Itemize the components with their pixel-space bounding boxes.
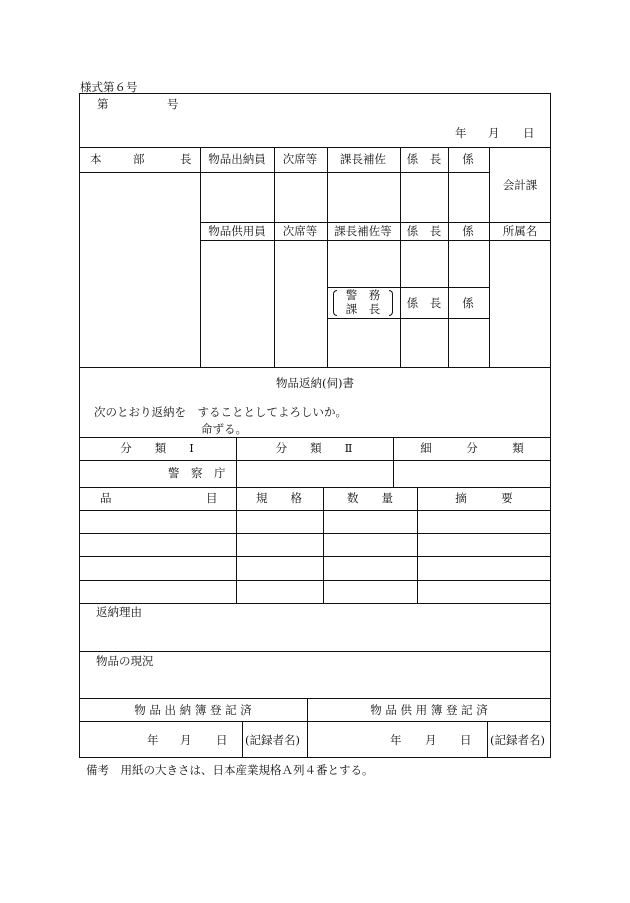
item-status-label: 物品の現況 <box>96 654 154 668</box>
vline-approval-6 <box>489 147 490 367</box>
ledger-use-header: 物 品 供 用 簿 登 記 済 <box>370 703 488 717</box>
rule-row1-header <box>79 172 489 173</box>
header-kakari: 係 <box>462 152 474 166</box>
vline-ledger-left <box>242 721 243 758</box>
vline-approval-1 <box>200 147 201 367</box>
ledger-issue-header: 物 品 出 納 簿 登 記 済 <box>134 703 252 717</box>
header-kacho-hosa: 課長補佐 <box>340 152 386 166</box>
vline-class-2 <box>393 437 394 487</box>
rule-keimu-bottom <box>327 318 489 319</box>
header-go: 号 <box>167 97 179 111</box>
vline-approval-2 <box>274 147 275 367</box>
header-kakaricho: 係 長 <box>406 152 442 166</box>
header-shozokumei: 所属名 <box>502 224 538 238</box>
vline-items-2 <box>323 487 324 603</box>
vline-items-1 <box>236 487 237 603</box>
return-reason-label: 返納理由 <box>96 605 142 619</box>
header-kakaricho-2: 係 長 <box>406 224 442 238</box>
header-kacho-hosa-to: 課長補佐等 <box>334 224 392 238</box>
remark-note: 備考 用紙の大きさは、日本産業規格Ａ列４番とする。 <box>86 763 374 777</box>
rule-class-bottom <box>79 487 551 488</box>
honbu-char-2: 部 <box>133 152 145 166</box>
rule-ledger-header <box>79 721 551 722</box>
vline-ledger-right <box>487 721 488 758</box>
items-header-tekiyo: 摘 要 <box>455 491 513 505</box>
items-header-suryo: 数 量 <box>347 491 393 505</box>
rule-items-bottom <box>79 603 551 604</box>
request-line-1: 次のとおり返納を することとしてよろしいか。 <box>94 405 347 419</box>
ledger-use-day: 日 <box>460 733 472 747</box>
ledger-issue-recorder: (記録者名) <box>245 733 300 747</box>
header-jiseki-2: 次席等 <box>282 224 318 238</box>
rule-approval-bottom <box>79 367 551 368</box>
keimu-bottom-label: 課 長 <box>345 302 381 316</box>
ledger-issue-day: 日 <box>216 733 228 747</box>
ledger-use-year: 年 <box>390 733 402 747</box>
rule-title-bottom <box>79 437 551 438</box>
rule-row2-header <box>200 240 551 241</box>
vline-approval-5 <box>448 147 449 367</box>
kaikeika-label: 会計課 <box>502 178 538 192</box>
honbu-char-1: 本 <box>90 152 102 166</box>
rule-items-header <box>79 510 551 511</box>
vline-items-3 <box>417 487 418 603</box>
header-date-day: 日 <box>523 126 535 140</box>
vline-approval-3 <box>327 147 328 367</box>
rule-class-header <box>79 460 551 461</box>
header-kakari-2: 係 <box>462 224 474 238</box>
keimu-bracket-left <box>333 290 337 316</box>
header-date-month: 月 <box>488 126 500 140</box>
rule-items-row1 <box>79 533 551 534</box>
keimu-kakaricho: 係 長 <box>406 296 442 310</box>
keimu-top-label: 警 務 <box>345 288 381 302</box>
ledger-use-month: 月 <box>425 733 437 747</box>
header-dai: 第 <box>97 97 109 111</box>
keimu-kakari: 係 <box>462 296 474 310</box>
items-header-moku: 目 <box>206 491 218 505</box>
honbu-char-3: 長 <box>180 152 192 166</box>
items-header-hin: 品 <box>100 491 112 505</box>
items-header-kikaku: 規 格 <box>256 491 302 505</box>
rule-reason-bottom <box>79 651 551 652</box>
keimu-bracket-right <box>389 290 393 316</box>
rule-items-row3 <box>79 580 551 581</box>
ledger-use-recorder: (記録者名) <box>490 733 545 747</box>
header-jiseki: 次席等 <box>282 152 318 166</box>
ledger-issue-month: 月 <box>180 733 192 747</box>
class1-value: 警 察 庁 <box>168 466 226 480</box>
rule-row2-top <box>200 222 551 223</box>
vline-approval-4 <box>400 147 401 367</box>
header-date-year: 年 <box>455 126 467 140</box>
rule-status-bottom <box>79 698 551 699</box>
subclass-header: 細 分 類 <box>420 441 524 455</box>
vline-class-1 <box>236 437 237 487</box>
ledger-issue-year: 年 <box>147 733 159 747</box>
rule-header-bottom <box>79 147 551 148</box>
header-buppin-suitoin: 物品出納員 <box>208 152 266 166</box>
vline-ledger-center <box>307 698 308 758</box>
form-number-label: 様式第６号 <box>80 80 138 94</box>
class1-header: 分 類 Ⅰ <box>120 441 194 455</box>
header-buppin-kyoyoin: 物品供用員 <box>208 224 266 238</box>
document-title: 物品返納(伺)書 <box>276 376 354 390</box>
request-line-2: 命ずる。 <box>201 422 247 436</box>
rule-items-row2 <box>79 556 551 557</box>
class2-header: 分 類 Ⅱ <box>275 441 353 455</box>
